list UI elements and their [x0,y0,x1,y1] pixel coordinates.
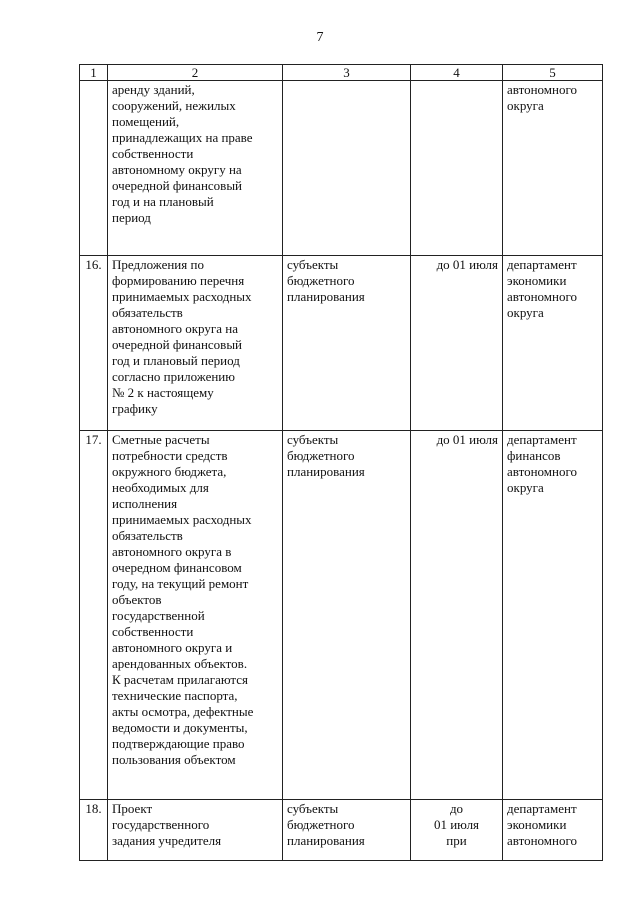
row-deadline: до 01 июля при [411,800,503,861]
row-description: аренду зданий, сооружений, нежилых помещений, принадлежащих на праве собственности автономному округу на очередной финансовый год и на плановый период [108,81,283,256]
header-row [80,65,603,81]
row-number: 17. [80,431,108,800]
row-department: департамент экономики автономного [503,800,603,861]
header-col-2: 2 [108,65,283,81]
row-description: Сметные расчеты потребности средств окружного бюджета, необходимых для исполнения принимаемых расходных обязательств автономного округа в очередном финансовом году, на текущий ремонт объектов государственной собственности автономного округа и арендованных объектов. К расчетам прилагаются технические паспорта, акты осмотра, дефектные ведомости и документы, подтверждающие право пользования объектом [108,431,283,800]
table-row [80,81,603,256]
row-department: департамент экономики автономного округа [503,256,603,431]
header-col-1: 1 [80,65,108,81]
page-number: 7 [316,30,324,45]
row-department: департамент финансов автономного округа [503,431,603,800]
row-department: автономного округа [503,81,603,256]
header-col-4: 4 [411,65,503,81]
row-number: 18. [80,800,108,861]
table-row [80,256,603,431]
row-description: Проект государственного задания учредителя [108,800,283,861]
row-deadline [411,81,503,256]
table-row [80,800,603,861]
row-number: 16. [80,256,108,431]
row-responsible [283,81,411,256]
header-col-5: 5 [503,65,603,81]
row-responsible: субъекты бюджетного планирования [283,800,411,861]
table-row [80,431,603,800]
row-number [80,81,108,256]
row-description: Предложения по формированию перечня принимаемых расходных обязательств автономного округа на очередной финансовый год и плановый период согласно приложению № 2 к настоящему графику [108,256,283,431]
row-deadline: до 01 июля [411,431,503,800]
row-responsible: субъекты бюджетного планирования [283,256,411,431]
schedule-table [79,64,603,861]
header-col-3: 3 [283,65,411,81]
row-deadline: до 01 июля [411,256,503,431]
row-responsible: субъекты бюджетного планирования [283,431,411,800]
